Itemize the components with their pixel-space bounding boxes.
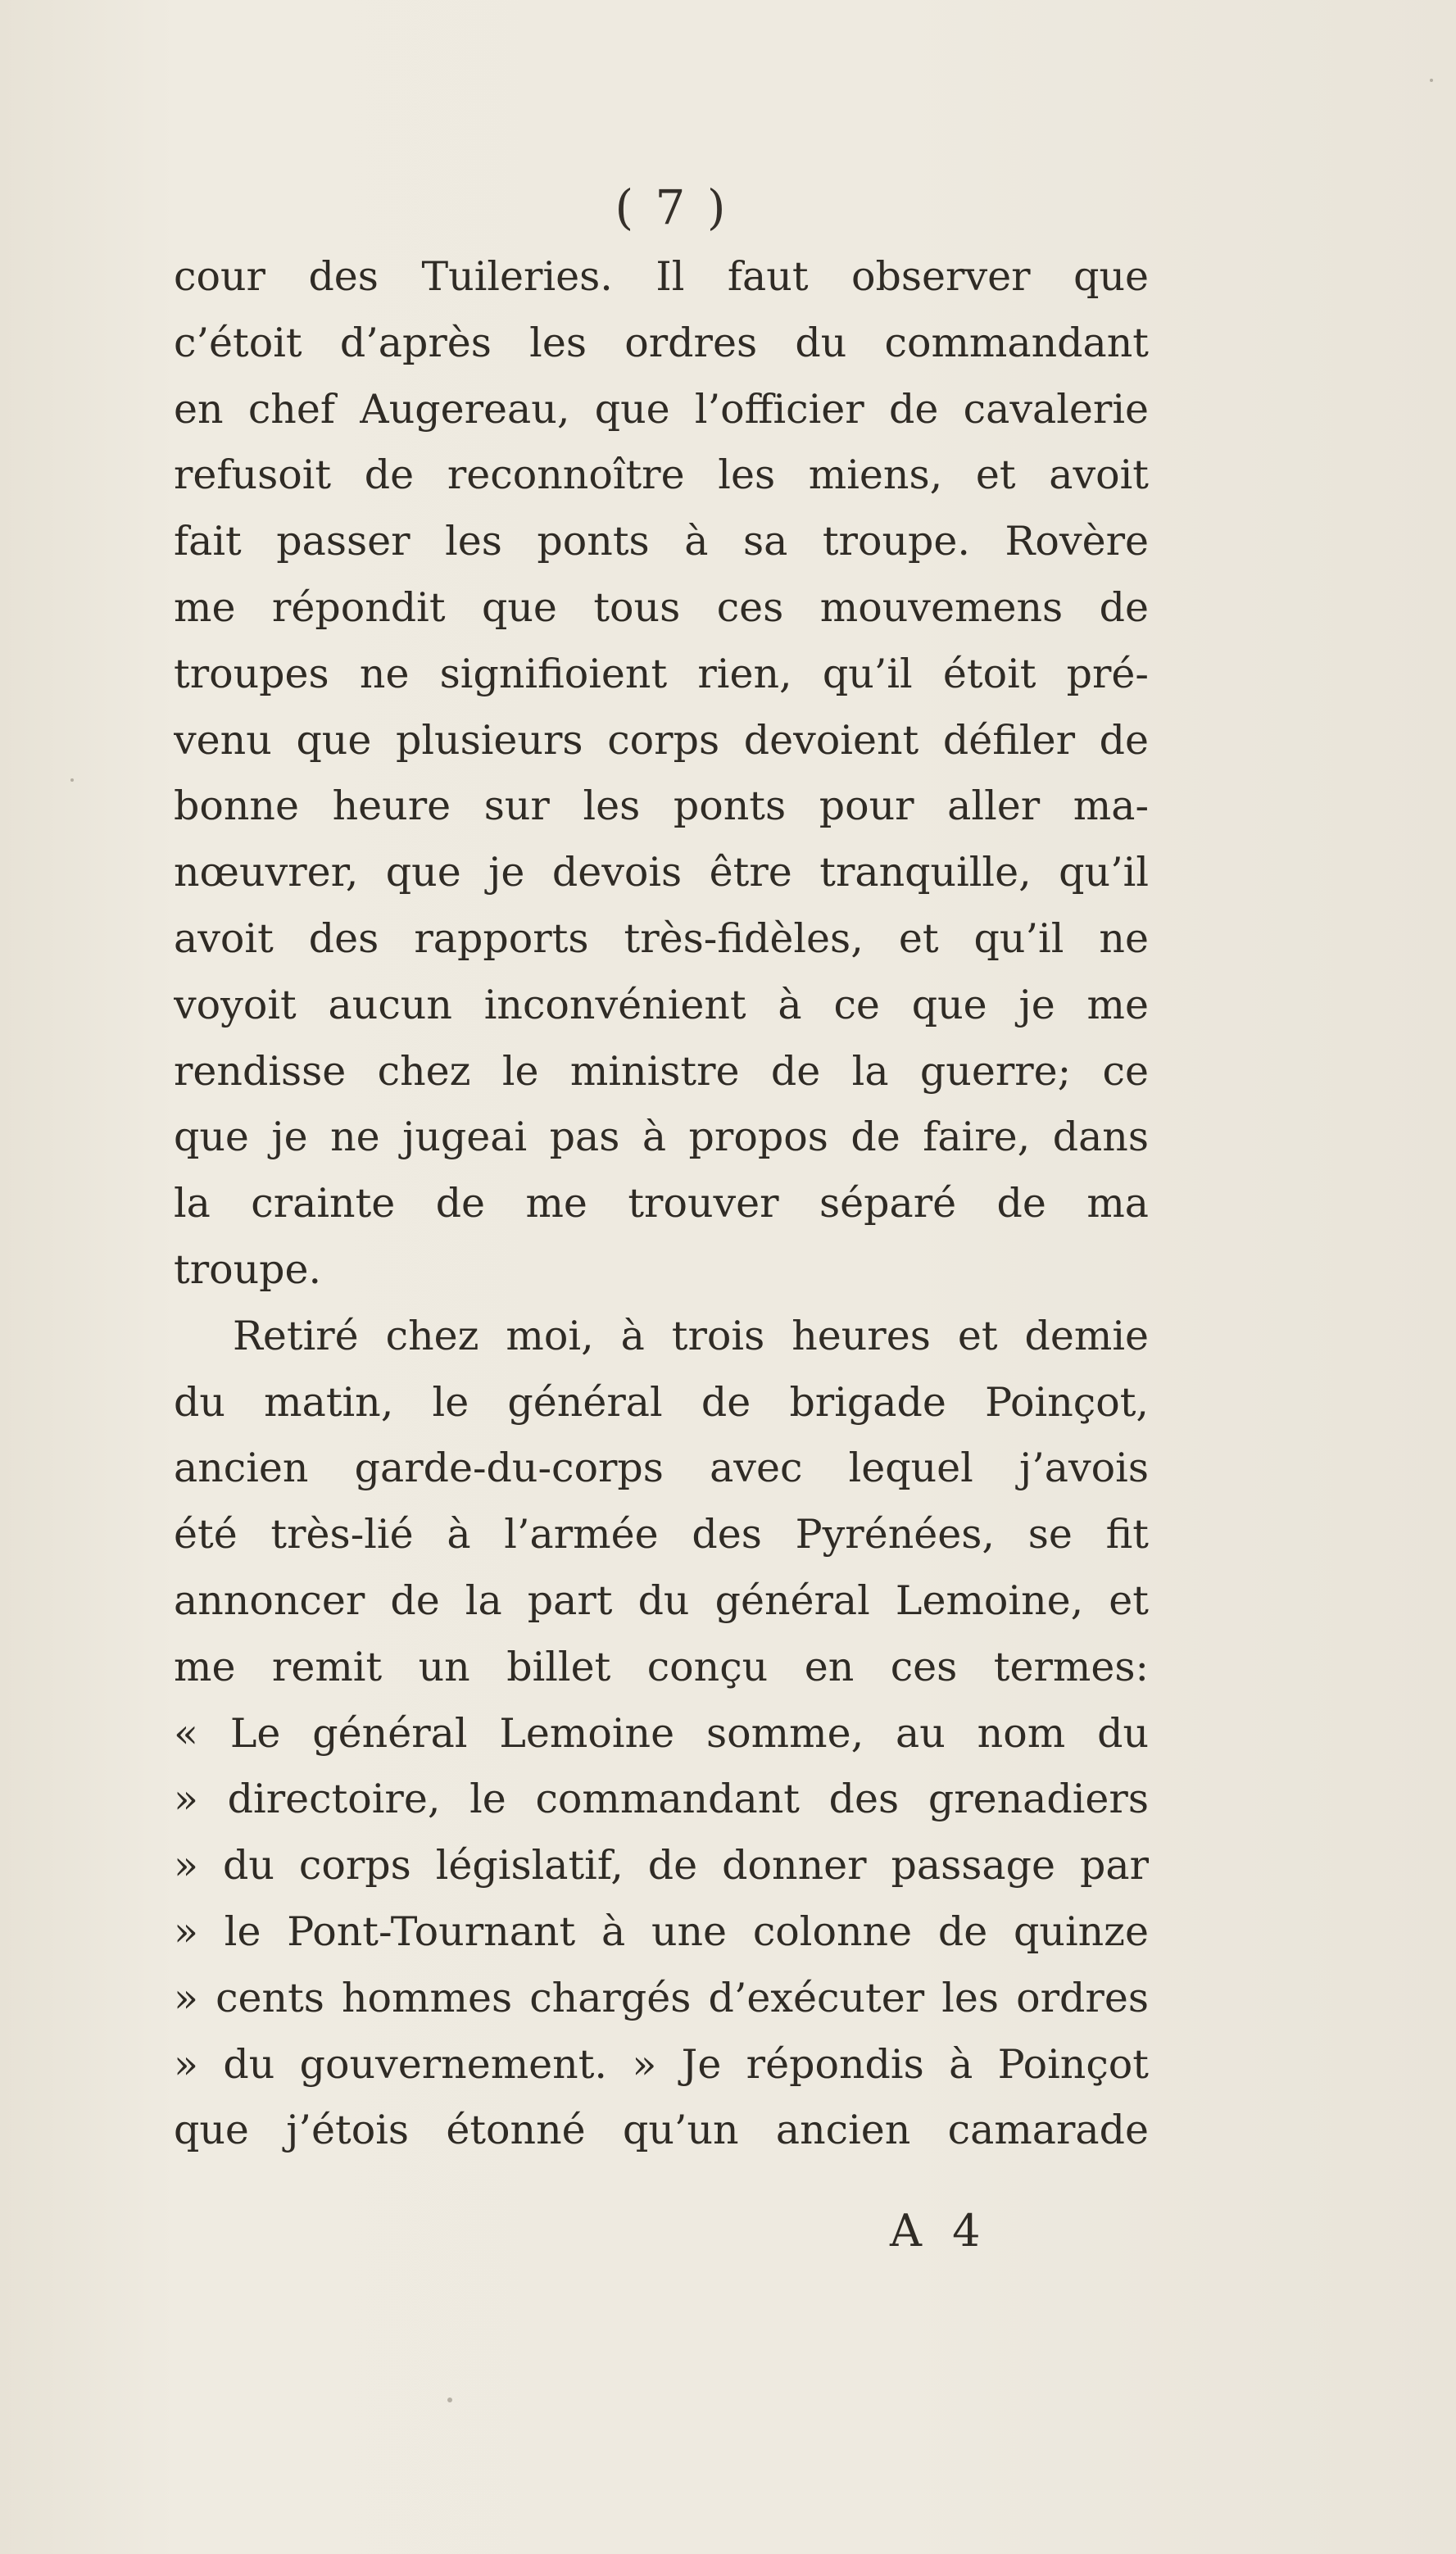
paragraph-start-line: Retiré chez moi, à trois heures et demie (233, 1312, 1149, 1359)
quote-line: » du corps législatif, de donner passage par (174, 1842, 1149, 1889)
text-line: fait passer les ponts à sa troupe. Rovère (174, 518, 1149, 565)
text-line: voyoit aucun inconvénient à ce que je me (174, 981, 1149, 1028)
text-line: en chef Augereau, que l’officier de cavalerie (174, 385, 1149, 433)
text-line: annoncer de la part du général Lemoine, et (174, 1576, 1149, 1624)
text-line: c’étoit d’après les ordres du commandant (174, 319, 1149, 366)
text-line: que j’étois étonné qu’un ancien camarade (174, 2107, 1149, 2154)
text-line: venu que plusieurs corps devoient défiler de (174, 716, 1149, 764)
paragraph-end-line: troupe. (174, 1245, 322, 1293)
text-line: rendisse chez le ministre de la guerre; ce (174, 1047, 1149, 1095)
text-line: bonne heure sur les ponts pour aller ma- (174, 783, 1149, 830)
quote-line: » le Pont-Tournant à une colonne de quinze (174, 1908, 1149, 1955)
text-line: me répondit que tous ces mouvemens de (174, 583, 1149, 631)
quote-line: » directoire, le commandant des grenadiers (174, 1776, 1149, 1823)
text-line: été très-lié à l’armée des Pyrénées, se fit (174, 1511, 1149, 1558)
signature-mark: A 4 (890, 2205, 989, 2257)
text-line: avoit des rapports très-fidèles, et qu’il ne (174, 914, 1149, 962)
text-line: refusoit de reconnoître les miens, et avoit (174, 451, 1149, 499)
quote-line: « Le général Lemoine somme, au nom du (174, 1709, 1149, 1757)
text-line: ancien garde-du-corps avec lequel j’avois (174, 1445, 1149, 1492)
text-line: troupes ne signifioient rien, qu’il étoit pré- (174, 650, 1149, 697)
paper-speck (70, 778, 74, 782)
quote-line: » cents hommes chargés d’exécuter les ordres (174, 1974, 1149, 2021)
text-line: cour des Tuileries. Il faut observer que (174, 253, 1149, 300)
text-line: la crainte de me trouver séparé de ma (174, 1180, 1149, 1227)
paper-speck (447, 2397, 452, 2402)
body-text (174, 244, 1149, 2164)
text-line: du matin, le général de brigade Poinçot, (174, 1378, 1149, 1426)
text-line: que je ne jugeai pas à propos de faire, dans (174, 1114, 1149, 1161)
text-line: me remit un billet conçu en ces termes: (174, 1643, 1149, 1690)
text-line: nœuvrer, que je devois être tranquille, qu’il (174, 849, 1149, 896)
page-number: ( 7 ) (615, 179, 729, 235)
paper-speck (1430, 79, 1433, 82)
quote-line: » du gouvernement. » Je répondis à Poinçot (174, 2040, 1149, 2088)
